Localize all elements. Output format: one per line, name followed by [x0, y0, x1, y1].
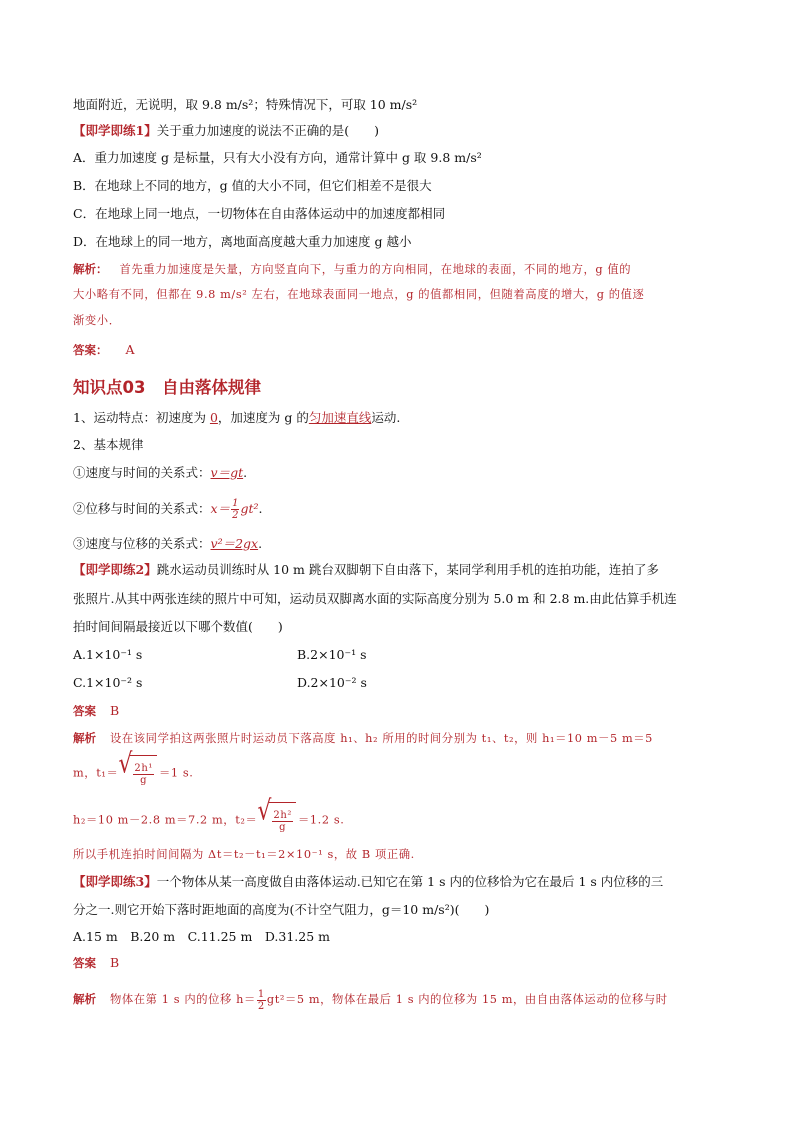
rule-velocity-time-label: ①速度与时间的关系式：: [73, 465, 211, 480]
rule-velocity-time-formula: v＝gt: [210, 465, 244, 480]
exercise-2-t2-prefix: h₂＝10 m－2.8 m＝7.2 m，t₂＝: [73, 813, 258, 827]
exercise-3-options: A.15 m B.20 m C.11.25 m D.31.25 m: [73, 929, 330, 944]
rule-displacement-time: ②位移与时间的关系式：x＝ $\frac{1}{2}$ gt².: [73, 498, 263, 521]
fraction-denominator: 2: [232, 510, 239, 521]
exercise-2-t1-prefix: m，t₁＝: [73, 766, 119, 780]
exercise-3-answer-label: 答案: [73, 956, 96, 970]
rule-displacement-time-label: ②位移与时间的关系式：: [73, 501, 211, 516]
exercise-3-fraction-denominator: 2: [257, 1000, 265, 1012]
exercise-1-question: [73, 123, 379, 139]
exercise-1-solution-line-3: 渐变小．: [73, 314, 121, 327]
exercise-1-solution-label: 解析：: [73, 262, 108, 276]
t2-numerator: 2h²: [273, 809, 292, 821]
exercise-2-answer-value: B: [109, 703, 120, 718]
section-title: 知识点03 自由落体规律: [73, 378, 261, 397]
t1-numerator: 2h¹: [134, 762, 153, 774]
exercise-1-solution-line-1: [73, 261, 631, 278]
exercise-2-label: 【即学即练2】: [73, 562, 157, 577]
exercise-3-solution-label: 解析: [73, 992, 96, 1006]
exercise-3-answer-value: B: [109, 955, 120, 970]
exercise-1-option-c: C．在地球上同一地点，一切物体在自由落体运动中的加速度都相同: [73, 206, 446, 221]
exercise-2-option-c: C.1×10⁻² s: [73, 675, 143, 690]
exercise-3-fraction-numerator: 1: [257, 988, 265, 1000]
rule-displacement-time-x: x＝: [210, 501, 231, 516]
rule-velocity-displacement-formula: v²＝2gx: [210, 536, 259, 551]
exercise-2-solution-line-4: 所以手机连拍时间间隔为 Δt＝t₂－t₁＝2×10⁻¹ s，故 B 项正确.: [73, 848, 415, 861]
exercise-3-text-1: 一个物体从某一高度做自由落体运动.已知它在第 1 s 内的位移恰为它在最后 1 s 内位移的三: [156, 874, 664, 889]
exercise-2-solution-line-2: [73, 748, 194, 792]
exercise-2-option-d: D.2×10⁻² s: [297, 675, 367, 690]
exercise-2-solution-text-1: 设在该同学拍这两张照片时运动员下落高度 h₁、h₂ 所用的时间分别为 t₁、t₂，则 h₁＝10 m－5 m＝5: [109, 732, 653, 745]
exercise-3-solution-line-1: [73, 984, 668, 1015]
exercise-1-text: 关于重力加速度的说法不正确的是( ): [156, 123, 379, 138]
exercise-2-option-b: B.2×10⁻¹ s: [297, 647, 367, 662]
exercise-2-option-a: A.1×10⁻¹ s: [73, 647, 143, 662]
t2-denominator: g: [279, 821, 287, 833]
exercise-2-solution-line-1: [73, 730, 653, 747]
exercise-2-question-line-1: [73, 562, 659, 578]
exercise-2-question-line-3: 拍时间间隔最接近以下哪个数值( ): [73, 619, 283, 634]
exercise-1-answer-value: A: [125, 342, 135, 357]
rule-velocity-displacement-label: ③速度与位移的关系式：: [73, 536, 211, 551]
exercise-3-label: 【即学即练3】: [73, 874, 157, 889]
exercise-1-answer: [73, 342, 135, 358]
rule-velocity-displacement: ③速度与位移的关系式：v²＝2gx.: [73, 536, 263, 551]
exercise-3-solution-tail: gt²＝5 m，物体在最后 1 s 内的位移为 15 m，由自由落体运动的位移与时: [266, 993, 668, 1006]
exercise-1-label: 【即学即练1】: [73, 123, 157, 138]
t1-denominator: g: [140, 774, 148, 786]
exercise-3-answer: [73, 955, 119, 971]
rule-1-initial-velocity: 0: [209, 410, 218, 425]
exercise-1-solution-line-2: 大小略有不同，但都在 9.8 m/s² 左右，在地球表面同一地点，g 的值都相同，但随着高度的增大，g 的值逐: [73, 288, 645, 301]
exercise-2-answer-label: 答案: [73, 704, 96, 718]
rule-velocity-time: ①速度与时间的关系式：v＝gt.: [73, 465, 248, 480]
intro-line: 地面附近，无说明，取 9.8 m/s²；特殊情况下，可取 10 m/s²: [73, 97, 418, 112]
rule-motion-feature: [73, 410, 400, 426]
sqrt-t2: √ $\frac{\text{2h²}}{g}$: [257, 802, 296, 839]
rule-1-middle: ，加速度为 g 的: [217, 410, 309, 425]
exercise-3-question-line-2: 分之一.则它开始下落时距地面的高度为(不计空气阻力，g＝10 m/s²)( ): [73, 902, 490, 917]
exercise-1-option-b: B．在地球上不同的地方，g 值的大小不同，但它们相差不是很大: [73, 178, 432, 193]
rule-displacement-time-tail: gt²: [240, 501, 259, 516]
exercise-2-text-1: 跳水运动员训练时从 10 m 跳台双脚朝下自由落下，某同学利用手机的连拍功能，连拍了多: [156, 562, 659, 577]
exercise-2-t2-result: ＝1.2 s.: [298, 813, 345, 827]
exercise-1-answer-label: 答案：: [73, 343, 108, 357]
sqrt-t1: √ $\frac{\text{2h¹}}{g}$: [118, 755, 157, 792]
exercise-2-solution-label: 解析: [73, 731, 96, 745]
exercise-2-options-row-1: [73, 647, 142, 663]
rule-1-motion-type: 匀加速直线: [308, 410, 372, 425]
exercise-3-question-line-1: [73, 874, 663, 890]
exercise-2-t1-result: ＝1 s.: [159, 766, 194, 780]
fraction-numerator: 1: [232, 498, 239, 509]
exercise-1-solution-text-1: 首先重力加速度是矢量，方向竖直向下，与重力的方向相同，在地球的表面，不同的地方，g 值的: [119, 263, 632, 276]
rule-1-prefix: 1、运动特点：初速度为: [73, 410, 210, 425]
rule-basic-laws-heading: 2、基本规律: [73, 437, 144, 452]
exercise-2-question-line-2: 张照片.从其中两张连续的照片中可知，运动员双脚离水面的实际高度分别为 5.0 m 和 2.8 m.由此估算手机连: [73, 591, 677, 606]
rule-1-suffix: 运动.: [371, 410, 401, 425]
exercise-1-option-a: A．重力加速度 g 是标量，只有大小没有方向，通常计算中 g 取 9.8 m/s²: [73, 150, 482, 165]
exercise-2-solution-line-3: [73, 795, 345, 839]
exercise-3-solution-prefix: 物体在第 1 s 内的位移 h＝: [109, 993, 256, 1006]
exercise-2-answer: [73, 703, 119, 719]
exercise-1-option-d: D．在地球上的同一地方，离地面高度越大重力加速度 g 越小: [73, 234, 412, 249]
